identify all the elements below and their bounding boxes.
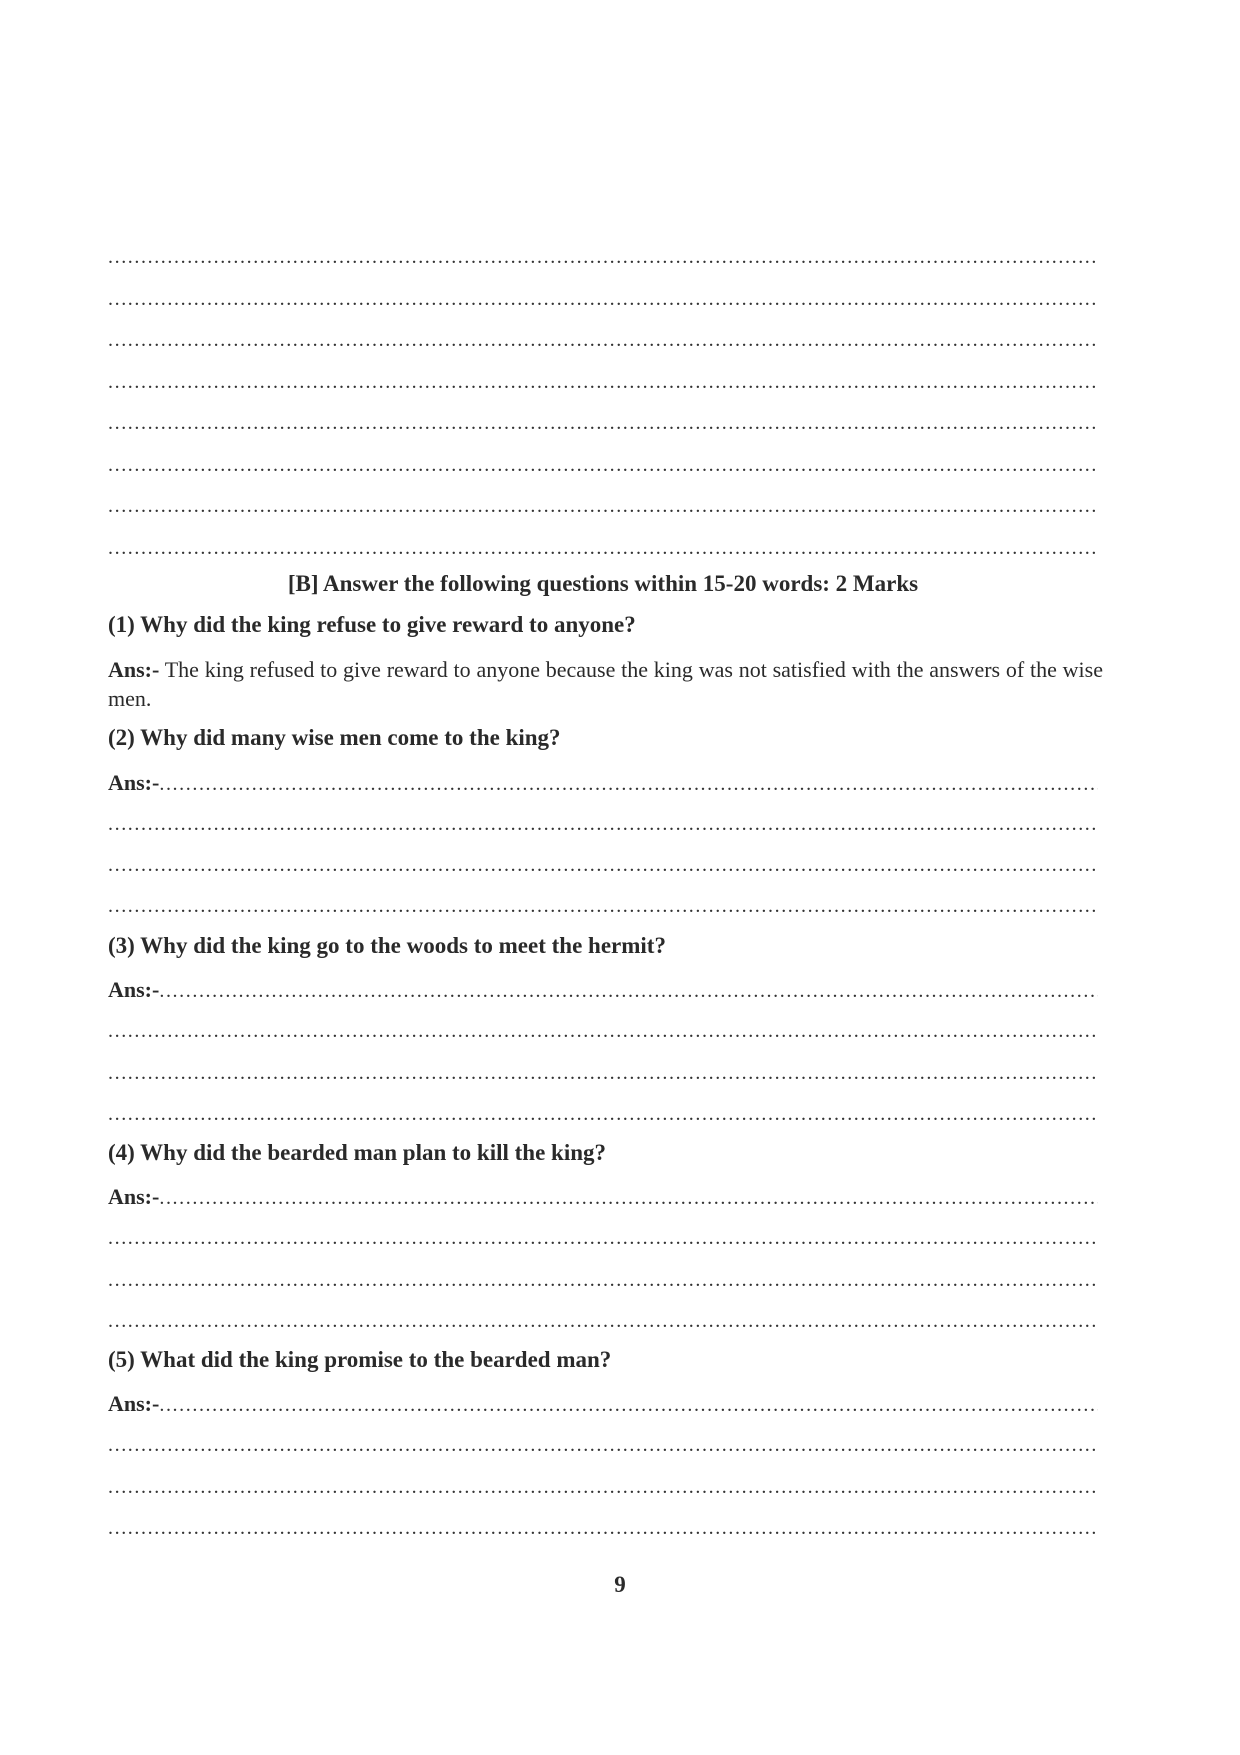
answer-label: Ans:- bbox=[108, 657, 160, 682]
answer-line bbox=[108, 1019, 1098, 1043]
answer-line bbox=[108, 1061, 1098, 1085]
answer-line bbox=[108, 328, 1098, 352]
answer-label: Ans:- bbox=[108, 977, 160, 1002]
answer-dots bbox=[159, 773, 1098, 795]
question-3: (3) Why did the king go to the woods to meet the hermit? bbox=[108, 933, 666, 958]
answer-line bbox=[108, 1268, 1098, 1292]
answer-line bbox=[108, 1475, 1098, 1499]
answer-line bbox=[108, 453, 1098, 477]
answer-line-first bbox=[108, 1390, 1098, 1418]
question-5: (5) What did the king promise to the bearded man? bbox=[108, 1347, 612, 1372]
answer-line bbox=[108, 1309, 1098, 1333]
answer-line-first bbox=[108, 769, 1098, 797]
answer-line bbox=[108, 853, 1098, 877]
answer-line bbox=[108, 370, 1098, 394]
answer-dots bbox=[159, 980, 1098, 1002]
answer-line bbox=[108, 812, 1098, 836]
answer-line bbox=[108, 1226, 1098, 1250]
answer-label: Ans:- bbox=[108, 1391, 160, 1416]
question-1: (1) Why did the king refuse to give reward to anyone? bbox=[108, 612, 636, 637]
answer-dots bbox=[159, 1394, 1098, 1416]
answer-line bbox=[108, 536, 1098, 560]
answer-label: Ans:- bbox=[108, 1184, 160, 1209]
answer-dots bbox=[159, 1187, 1098, 1209]
section-heading: [B] Answer the following questions within 15-20 words: 2 Marks bbox=[287, 571, 919, 596]
answer-line bbox=[108, 1102, 1098, 1126]
answer-1 bbox=[108, 655, 1103, 713]
answer-1-text: The king refused to give reward to anyone because the king was not satisfied with the answers of the wise men. bbox=[108, 657, 1103, 711]
answer-line-first bbox=[108, 976, 1098, 1004]
answer-line bbox=[108, 1433, 1098, 1457]
answer-line bbox=[108, 287, 1098, 311]
answer-line bbox=[108, 1516, 1098, 1540]
answer-line bbox=[108, 245, 1098, 269]
question-2: (2) Why did many wise men come to the king? bbox=[108, 725, 561, 750]
answer-line bbox=[108, 494, 1098, 518]
answer-line-first bbox=[108, 1183, 1098, 1211]
answer-line bbox=[108, 411, 1098, 435]
question-4: (4) Why did the bearded man plan to kill the king? bbox=[108, 1140, 607, 1165]
answer-line bbox=[108, 894, 1098, 918]
answer-label: Ans:- bbox=[108, 770, 160, 795]
page-number: 9 bbox=[614, 1572, 626, 1597]
